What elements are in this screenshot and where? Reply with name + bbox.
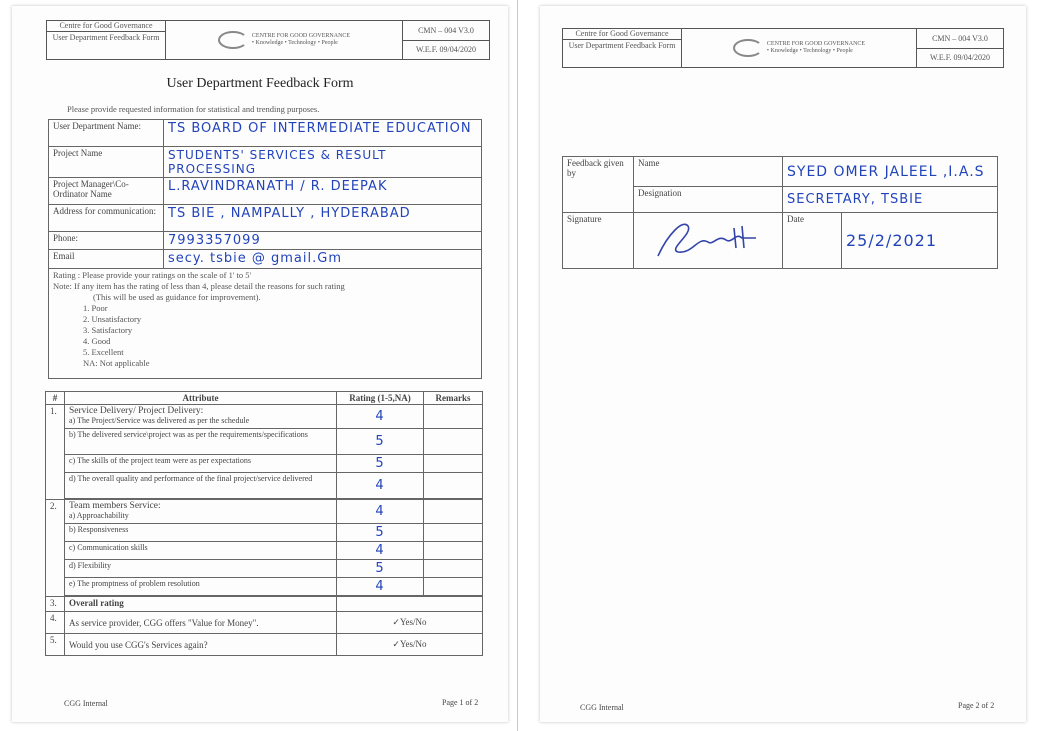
- intro-text: Please provide requested information for statistical and trending purposes.: [67, 104, 320, 114]
- form-name: User Department Feedback Form: [52, 33, 160, 42]
- project-name-value: STUDENTS' SERVICES & RESULT PROCESSING: [164, 147, 482, 178]
- logo-icon: [733, 39, 763, 57]
- footer-internal: CGG Internal: [64, 699, 108, 708]
- page-1: [12, 6, 508, 722]
- form-header: [46, 20, 490, 60]
- name-value: SYED OMER JALEEL ,I.A.S: [783, 157, 998, 187]
- rating-cell: 5: [337, 524, 424, 542]
- designation-value: SECRETARY, TSBIE: [783, 187, 998, 213]
- ratings-table: # Attribute Rating (1-5,NA) Remarks 1. Service Delivery/ Project Delivery: a) The Project/Service was delivered as per the schedule 4 b) The delivered service\project was as per the requirements/specifications 5 c) The skills of the project team were as per expectations 5 d) The overall quality and performance of the final project/service delivered 4 2. Team members Service: a) Approachability 4 b) Responsiveness 5 c) Communication skills 4 d) Flexibility 5 e) The promptness of problem resolution 4 3. Overall rating 4. As service provider, CGG offers "Value for Money". ✓Yes/No 5. Would you use CGG's Services again? ✓Yes/No: [45, 391, 483, 656]
- rating-cell: 5: [337, 560, 424, 578]
- rating-cell: 4: [337, 500, 424, 524]
- rating-cell: 4: [337, 473, 424, 499]
- date-value: 25/2/2021: [842, 213, 998, 269]
- page-2: [540, 6, 1026, 722]
- form-header: [562, 28, 1004, 68]
- rating-cell: 5: [337, 429, 424, 455]
- org-name: Centre for Good Governance: [47, 21, 165, 32]
- form-name: User Department Feedback Form: [568, 41, 676, 50]
- rating-note: Rating : Please provide your ratings on the scale of 1' to 5' Note: If any item has the rating of less than 4, please detail the reasons for such rating (This will be used as guidance for improvement). 1. Poor 2. Unsatisfactory 3. Satisfactory 4. Good 5. Excellent NA: Not applicable: [49, 269, 482, 379]
- doc-code: CMN – 004 V3.0: [403, 21, 489, 41]
- footer-page-number: Page 2 of 2: [958, 701, 995, 710]
- logo-icon: [218, 31, 248, 49]
- details-table: User Department Name: TS BOARD OF INTERMEDIATE EDUCATION Project Name STUDENTS' SERVICES & RESULT PROCESSING Project Manager\Co-Ordinator Name L.RAVINDRANATH / R. DEEPAK Address for communication: TS BIE , NAMPALLY , HYDERABAD Phone: 7993357099 Email secy. tsbie @ gmail.Gm Rating : Please provide your ratings on the scale of 1' to 5' Note: If any item has the rating of less than 4, please detail the reasons for such rating (This will be used as guidance for improvement). 1. Poor 2. Unsatisfactory 3. Satisfactory 4. Good 5. Excellent NA: Not applicable: [48, 119, 482, 379]
- footer-internal: CGG Internal: [580, 703, 624, 712]
- manager-value: L.RAVINDRANATH / R. DEEPAK: [164, 178, 482, 205]
- signature: [634, 213, 783, 269]
- cgg-logo: CENTRE FOR GOOD GOVERNANCE • Knowledge • Technology • People: [682, 29, 917, 67]
- cgg-logo: CENTRE FOR GOOD GOVERNANCE • Knowledge • Technology • People: [166, 21, 403, 59]
- signoff-table: Feedback given by Name SYED OMER JALEEL ,I.A.S Designation SECRETARY, TSBIE Signature Date 25/2/2021: [562, 156, 998, 269]
- page-divider: [517, 0, 518, 731]
- org-name: Centre for Good Governance: [563, 29, 681, 40]
- page-title: User Department Feedback Form: [166, 76, 354, 91]
- value-for-money-answer: ✓Yes/No: [337, 612, 483, 634]
- email-value: secy. tsbie @ gmail.Gm: [164, 250, 482, 269]
- use-again-answer: ✓Yes/No: [337, 634, 483, 656]
- rating-cell: 4: [337, 542, 424, 560]
- phone-value: 7993357099: [164, 232, 482, 250]
- wef-date: W.E.F. 09/04/2020: [930, 53, 990, 63]
- signature-mark: [638, 214, 768, 264]
- footer-page-number: Page 1 of 2: [442, 698, 479, 707]
- rating-cell: 4: [337, 578, 424, 596]
- rating-cell: 4: [337, 405, 424, 429]
- address-value: TS BIE , NAMPALLY , HYDERABAD: [164, 205, 482, 232]
- department-value: TS BOARD OF INTERMEDIATE EDUCATION: [164, 120, 482, 147]
- wef-date: W.E.F. 09/04/2020: [416, 45, 476, 55]
- rating-cell: 5: [337, 455, 424, 473]
- doc-code: CMN – 004 V3.0: [917, 29, 1003, 49]
